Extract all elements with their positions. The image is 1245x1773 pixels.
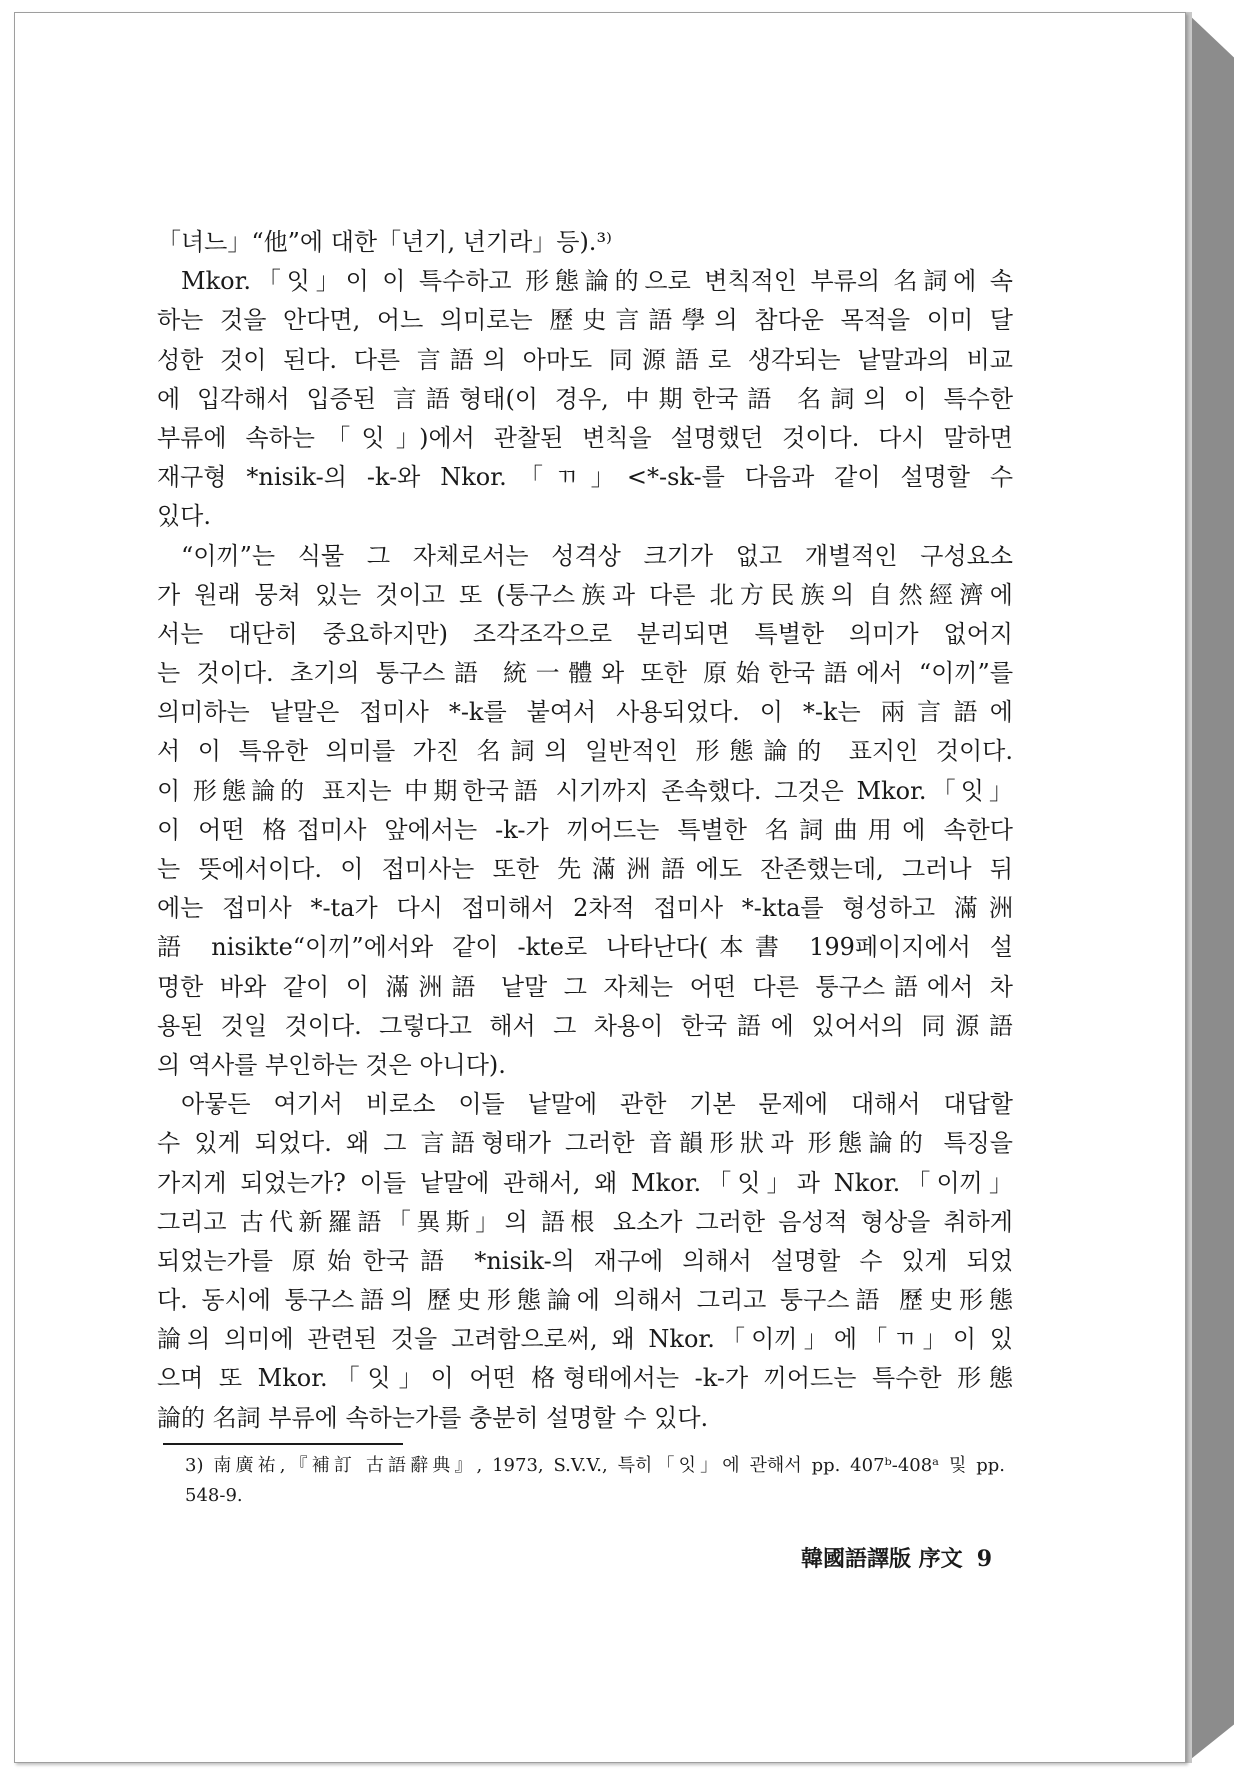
text-line: 의미하는 낱말은 접미사 *-k를 붙여서 사용되었다. 이 *-k는 兩言語에	[157, 698, 1013, 727]
text-line: 가지게 되었는가? 이들 낱말에 관해서, 왜 Mkor.「잇」과 Nkor.「이끼」	[157, 1168, 1013, 1197]
text-line: 명한 바와 같이 이 滿洲語 낱말 그 자체는 어떤 다른 퉁구스語에서 차	[157, 972, 1013, 1001]
text-line: 는 뜻에서이다. 이 접미사는 또한 先滿洲語에도 잔존했는데, 그러나 뒤	[157, 855, 1013, 883]
text-line: 에 입각해서 입증된 言語형태(이 경우, 中期한국語 名詞의 이 특수한	[157, 384, 1013, 413]
text-line: 아뭏든 여기서 비로소 이들 낱말에 관한 기본 문제에 대해서 대답할	[181, 1090, 1013, 1119]
book-page-edge	[1186, 12, 1234, 1763]
running-title: 韓國語譯版 序文	[801, 1546, 963, 1572]
footnote	[185, 1451, 1005, 1511]
text-line: 하는 것을 안다면, 어느 의미로는 歷史言語學의 참다운 목적을 이미 달	[157, 306, 1013, 335]
text-line: 「녀느」“他”에 대한「년기, 년기라」등).³⁾	[157, 228, 612, 256]
footnote-rule	[163, 1443, 403, 1445]
text-line: 서 이 특유한 의미를 가진 名詞의 일반적인 形態論的 표지인 것이다.	[157, 737, 1013, 766]
text-line: 語 nisikte“이끼”에서와 같이 -kte로 나타난다(本書 199페이지에서 설	[157, 933, 1013, 962]
footnote-line: 3) 南廣祐,『補訂 古語辭典』, 1973, S.V.V., 특히「잇」에 관해서 pp. 407ᵇ-408ᵃ 및 pp.	[185, 1455, 1005, 1476]
text-line: 용된 것일 것이다. 그렇다고 해서 그 차용이 한국語에 있어서의 同源語	[157, 1011, 1013, 1040]
text-line: 이 形態論的 표지는 中期한국語 시기까지 존속했다. 그것은 Mkor.「잇」	[157, 776, 1013, 805]
book-page-edge-highlight	[1186, 12, 1192, 1763]
page-number: 9	[976, 1546, 992, 1572]
text-line: 서는 대단히 중요하지만) 조각조각으로 분리되면 특별한 의미가 없어지	[157, 619, 1013, 648]
text-line: 수 있게 되었다. 왜 그 言語형태가 그러한 音韻形狀과 形態論的 특징을	[157, 1129, 1013, 1158]
text-line: “이끼”는 식물 그 자체로서는 성격상 크기가 없고 개별적인 구성요소	[181, 541, 1013, 570]
text-line: Mkor.「잇」이 이 특수하고 形態論的으로 변칙적인 부류의 名詞에 속	[181, 267, 1013, 296]
text-line: 는 것이다. 초기의 퉁구스語 統一體와 또한 原始한국語에서 “이끼”를	[157, 659, 1013, 688]
text-line: 재구형 *nisik-의 -k-와 Nkor.「ㄲ」<*-sk-를 다음과 같이 설명할 수	[157, 463, 1013, 492]
running-footer	[760, 1542, 992, 1573]
text-line: 가 원래 뭉쳐 있는 것이고 또 (퉁구스族과 다른 北方民族의 自然經濟에	[157, 580, 1013, 609]
text-line: 성한 것이 된다. 다른 言語의 아마도 同源語로 생각되는 낱말과의 비교	[157, 345, 1013, 374]
text-line: 부류에 속하는「잇」)에서 관찰된 변칙을 설명했던 것이다. 다시 말하면	[157, 423, 1013, 452]
body-text	[157, 223, 1013, 1438]
footnote-line: 548-9.	[185, 1485, 243, 1506]
text-line: 있다.	[157, 502, 211, 531]
text-line: 論의 의미에 관련된 것을 고려함으로써, 왜 Nkor.「이끼」에「ㄲ」이 있	[157, 1325, 1013, 1354]
text-line: 의 역사를 부인하는 것은 아니다).	[157, 1050, 506, 1079]
text-line: 論的 名詞 부류에 속하는가를 충분히 설명할 수 있다.	[157, 1403, 709, 1432]
text-line: 이 어떤 格접미사 앞에서는 -k-가 끼어드는 특별한 名詞曲用에 속한다	[157, 815, 1013, 844]
text-line: 그리고 古代新羅語「異斯」의 語根 요소가 그러한 음성적 형상을 취하게	[157, 1207, 1013, 1236]
text-line: 다. 동시에 퉁구스語의 歷史形態論에 의해서 그리고 퉁구스語 歷史形態	[157, 1286, 1013, 1315]
text-line: 으며 또 Mkor.「잇」이 어떤 格형태에서는 -k-가 끼어드는 특수한 形態	[157, 1364, 1013, 1393]
text-line: 에는 접미사 *-ta가 다시 접미해서 2차적 접미사 *-kta를 형성하고 滿洲	[157, 894, 1013, 923]
text-line: 되었는가를 原始한국語 *nisik-의 재구에 의해서 설명할 수 있게 되었	[157, 1246, 1013, 1275]
